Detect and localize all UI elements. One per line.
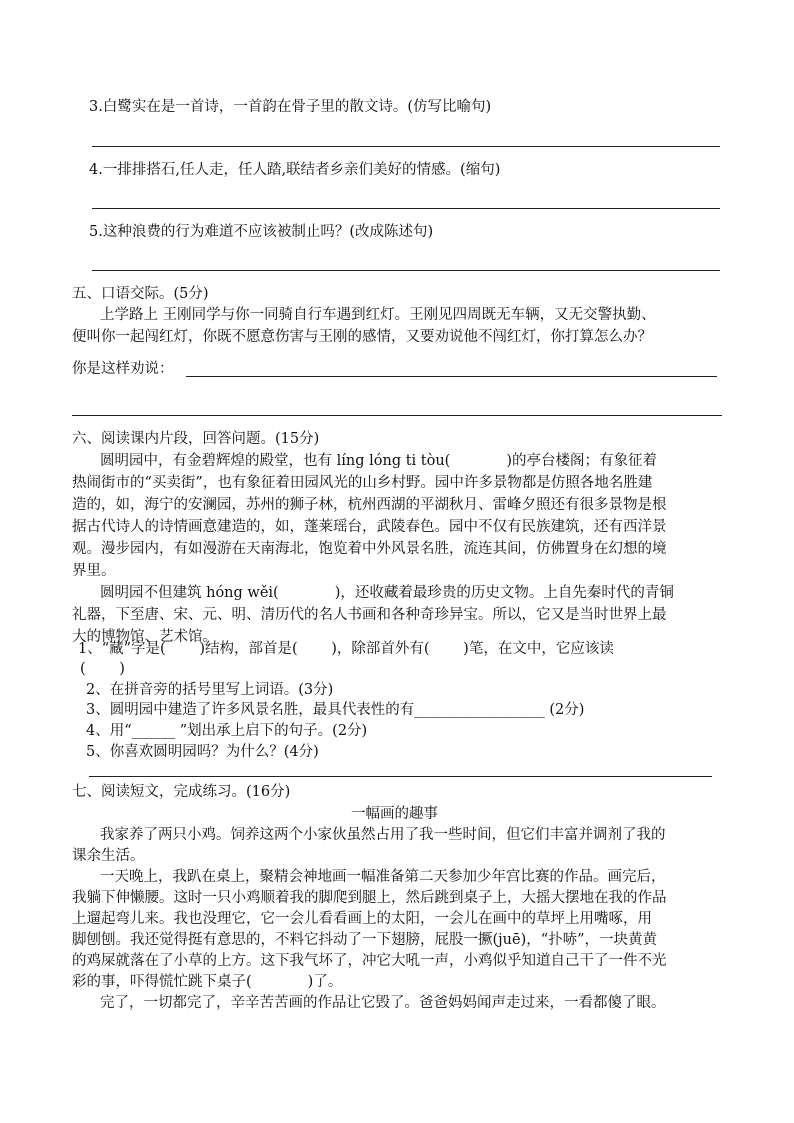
answer-line-4-3[interactable] [92,146,720,147]
section-5-prompt-line2: 便叫你一起闯红灯，你既不愿意伤害与王刚的感情，又要劝说他不闯红灯，你打算怎么办？ [72,329,652,345]
answer-line-4-5[interactable] [92,270,720,271]
question-6-4: 4、用“______ ”划出承上启下的句子。(2分) [86,723,368,739]
story-p2-line4: 脚刨刨。我还觉得挺有意思的，不料它抖动了一下翅膀，屁股一撅(juē)，“扑哧”，一块黄黄 [72,932,658,948]
story-p2-line5: 的鸡屎就落在了小草的上方。这下我气坏了，冲它大吼一声，小鸡似乎知道自己干了一件不光 [72,953,667,969]
story-p3-line1: 完了，一切都完了，辛辛苦苦画的作品让它毁了。爸爸妈妈闻声走过来，一看都傻了眼。 [100,995,666,1011]
section-7-heading: 七、阅读短文，完成练习。(16分) [72,784,291,800]
passage-6-p1-line3: 造的，如，海宁的安澜园，苏州的狮子林，杭州西湖的平湖秋月、雷峰夕照还有很多景物是根 [72,497,667,513]
section-5-heading: 五、口语交际。(5分) [72,286,209,302]
answer-line-4-4[interactable] [92,208,720,209]
passage-6-p1-line6: 界里。 [72,563,116,579]
question-6-3: 3、圆明园中建造了许多风景名胜，最具代表性的有__________________ (2分) [86,702,585,718]
story-title: 一幅画的趣事 [351,806,438,822]
answer-line-6-5[interactable] [89,776,712,777]
section-5-answer-line1[interactable] [186,376,717,377]
story-p2-line1: 一天晚上，我趴在桌上，聚精会神地画一幅准备第二天参加少年宫比赛的作品。画完后， [100,869,666,885]
passage-6-p2-line1: 圆明园不但建筑 hóng wěi( )，还收藏着最珍贵的历史文物。上自先秦时代的青铜 [100,585,674,601]
passage-6-p2-line2: 礼器，下至唐、宋、元、明、清历代的名人书画和各种奇珍异宝。所以，它又是当时世界上最 [72,607,667,623]
question-6-2: 2、在拼音旁的括号里写上词语。(3分) [86,682,334,698]
passage-6-p1-line1: 圆明园中，有金碧辉煌的殿堂，也有 líng lóng ti tòu( )的亭台楼阁；有象征着 [100,453,657,469]
section-6-heading: 六、阅读课内片段，回答问题。(15分) [72,431,320,447]
story-p1-line1: 我家养了两只小鸡。饲养这两个小家伙虽然占用了我一些时间，但它们丰富并调剂了我的 [100,827,666,843]
question-4-3: 3.白鹭实在是一首诗，一首韵在骨子里的散文诗。(仿写比喻句) [89,99,492,115]
section-5-prompt-line1: 上学路上 王刚同学与你一同骑自行车遇到红灯。王刚见四周既无车辆，又无交警执勤、 [100,307,656,323]
section-5-answer-label: 你是这样劝说： [72,361,174,377]
question-6-1-line1: 1、“藏”字是( )结构，部首是( )，除部首外有( )笔，在文中，它应该读 [78,641,614,657]
question-4-5: 5.这种浪费的行为难道不应该被制止吗？(改成陈述句) [89,224,434,240]
question-6-5: 5、你喜欢圆明园吗？为什么？(4分) [86,744,319,760]
story-p2-line3: 上遛起弯儿来。我也没理它，它一会儿看看画上的太阳，一会儿在画中的草坪上用嘴啄，用 [72,911,652,927]
section-5-answer-line2[interactable] [72,415,722,416]
passage-6-p1-line2: 热闹街市的“买卖街”，也有象征着田园风光的山乡村野。园中许多景物都是仿照各地名胜建 [72,475,653,491]
question-4-4: 4.一排排搭石,任人走，任人踏,联结者乡亲们美好的情感。(缩句) [89,162,501,178]
passage-6-p2-line3: 大的博物馆、艺术馆。 [72,629,217,645]
story-p1-line2: 课余生活。 [72,848,145,864]
passage-6-p1-line5: 观。漫步园内，有如漫游在天南海北，饱览着中外风景名胜，流连其间，仿佛置身在幻想的境 [72,541,667,557]
question-6-1-line2: ( ) [80,661,125,677]
story-p2-line6: 彩的事，吓得慌忙跳下桌子( )了。 [72,974,343,990]
story-p2-line2: 我躺下伸懒腰。这时一只小鸡顺着我的脚爬到腿上，然后跳到桌子上，大摇大摆地在我的作品 [72,890,667,906]
passage-6-p1-line4: 据古代诗人的诗情画意建造的，如，蓬莱瑶台，武陵春色。园中不仅有民族建筑，还有西洋景 [72,519,667,535]
